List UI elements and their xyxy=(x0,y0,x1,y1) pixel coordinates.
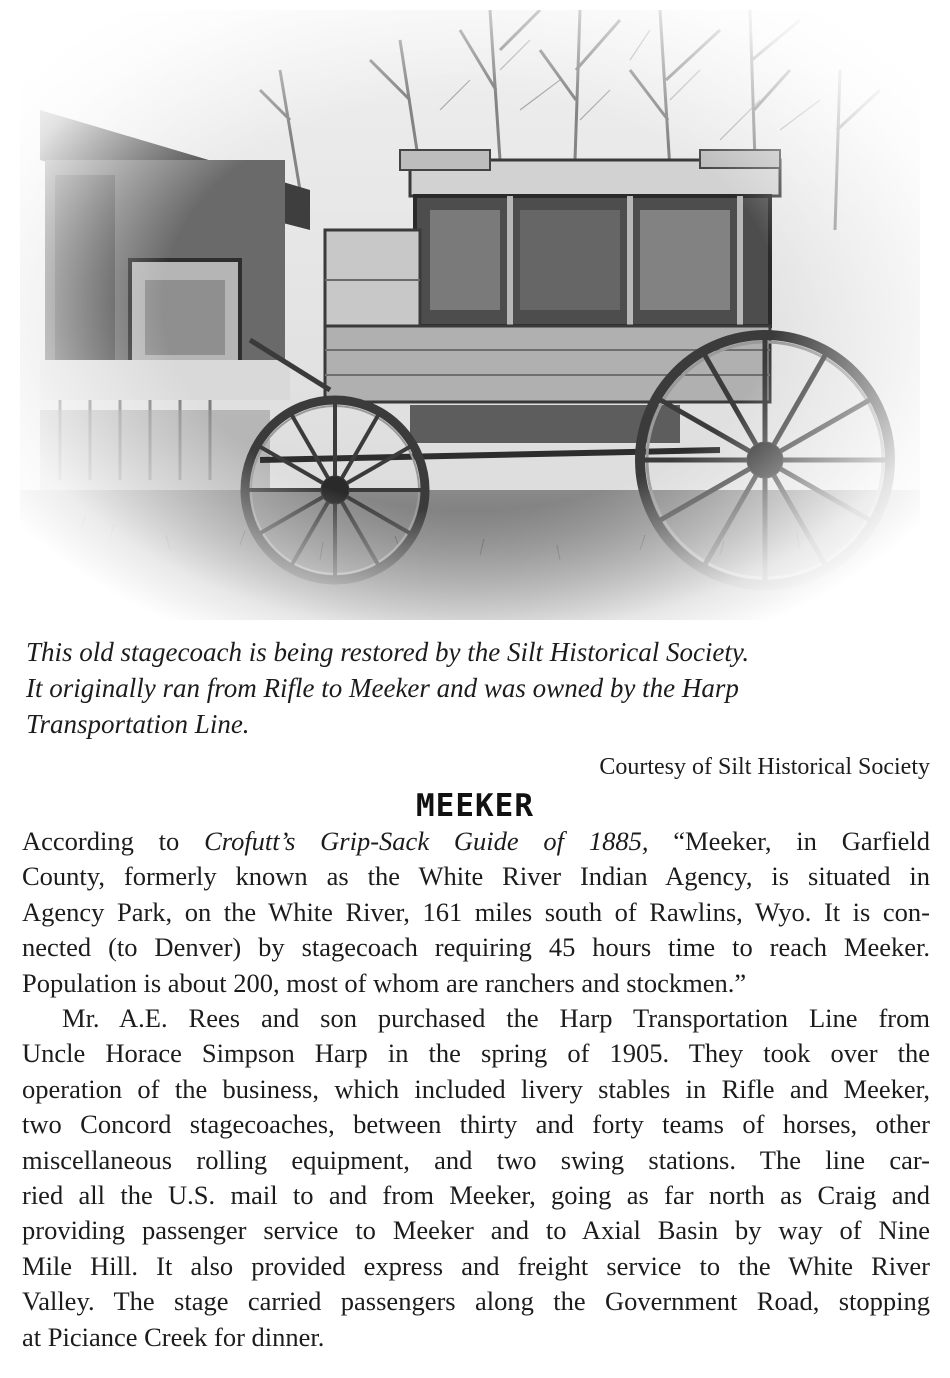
body-text xyxy=(22,824,930,1355)
paragraph-2-line: miscellaneous rolling equipment, and two swing stations. The line car- xyxy=(22,1144,930,1175)
section-heading: MEEKER xyxy=(416,788,534,824)
paragraph-2-line: Mr. A.E. Rees and son purchased the Harp Transportation Line from xyxy=(62,1003,930,1034)
text-segment: “Meeker, in Garfield xyxy=(648,826,930,856)
photo-caption xyxy=(26,634,906,742)
paragraph-2-line: ried all the U.S. mail to and from Meeker, going as far north as Craig and xyxy=(22,1180,930,1211)
paragraph-2-line: Uncle Horace Simpson Harp in the spring of 1905. They took over the xyxy=(22,1038,930,1069)
stagecoach-illustration xyxy=(20,10,920,620)
paragraph-2-line: providing passenger service to Meeker and to Axial Basin by way of Nine xyxy=(22,1215,930,1246)
stagecoach-photo xyxy=(20,10,920,620)
caption-line: Transportation Line. xyxy=(26,709,250,739)
caption-line: It originally ran from Rifle to Meeker and was owned by the Harp xyxy=(26,673,739,703)
paragraph-2-line: Mile Hill. It also provided express and freight service to the White River xyxy=(22,1250,930,1281)
book-title: Crofutt’s Grip-Sack Guide of 1885, xyxy=(204,826,649,856)
paragraph-2-line: Valley. The stage carried passengers along the Government Road, stopping xyxy=(22,1286,930,1317)
paragraph-1-line: nected (to Denver) by stagecoach requiring 45 hours time to reach Meeker. xyxy=(22,932,930,963)
text-segment: According to xyxy=(22,826,205,856)
paragraph-1-line: County, formerly known as the White River Indian Agency, is situated in xyxy=(22,861,930,892)
paragraph-2-line: operation of the business, which included livery stables in Rifle and Meeker, xyxy=(22,1073,930,1104)
caption-line: This old stagecoach is being restored by the Silt Historical Society. xyxy=(26,637,750,667)
photo-credit: Courtesy of Silt Historical Society xyxy=(599,754,930,780)
paragraph-1-line: Population is about 200, most of whom are ranchers and stockmen.” xyxy=(22,967,747,998)
paragraph-1-line xyxy=(22,824,930,859)
paragraph-2-line: at Piciance Creek for dinner. xyxy=(22,1321,325,1352)
paragraph-2-line: two Concord stagecoaches, between thirty and forty teams of horses, other xyxy=(22,1109,930,1140)
paragraph-1-line: Agency Park, on the White River, 161 miles south of Rawlins, Wyo. It is con- xyxy=(22,896,930,927)
